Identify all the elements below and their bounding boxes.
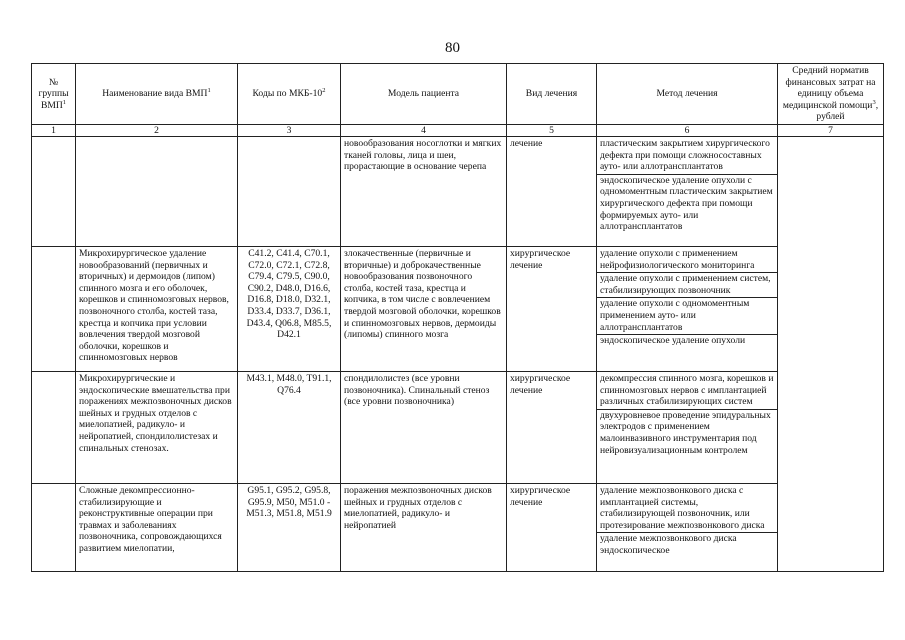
group-number-cell	[32, 483, 76, 571]
patient-model-cell: новообразования носоглотки и мягких тканей головы, лица и шеи, прорастающие в основание черепа	[341, 136, 507, 246]
table-row	[32, 371, 884, 483]
treatment-type-cell: лечение	[507, 136, 597, 246]
treatment-method-cell	[597, 136, 778, 246]
treatment-method-cell	[597, 371, 778, 483]
page-number: 80	[445, 40, 460, 56]
table-row	[32, 483, 884, 571]
icd-codes-cell: G95.1, G95.2, G95.8, G95.9, M50, M51.0 - M51.3, M51.8, M51.9	[238, 483, 341, 571]
treatment-method-cell	[597, 483, 778, 571]
header-icd-codes: Коды по МКБ-$10^2$	[238, 64, 341, 125]
group-number-cell	[32, 136, 76, 246]
column-number: 6	[597, 124, 778, 136]
vmp-name-cell	[76, 136, 238, 246]
column-number: 3	[238, 124, 341, 136]
header-group-number: № группы ВМП$^1$	[32, 64, 76, 125]
header-cost-norm: Средний норматив финансовых затрат на единицу объема медицинской помощи$^3$, рублей	[778, 64, 884, 125]
table-row	[32, 246, 884, 371]
treatment-type-cell: хирургическое лечение	[507, 246, 597, 371]
method-item: двухуровневое проведение эпидуральных электродов с применением малоинвазивного инструментария под нейровизуализационным контролем	[600, 409, 771, 456]
method-item: декомпрессия спинного мозга, корешков и спинномозговых нервов с имплантацией различных стабилизирующих систем	[597, 373, 777, 410]
header-treatment-type: Вид лечения	[507, 64, 597, 125]
column-number: 7	[778, 124, 884, 136]
column-number: 2	[76, 124, 238, 136]
method-item: удаление опухоли с одномоментным применением ауто- или аллотрансплантатов	[597, 298, 777, 335]
column-number-row	[32, 124, 884, 136]
icd-codes-cell: C41.2, C41.4, C70.1, C72.0, C72.1, C72.8, C79.4, C79.5, C90.0, C90.2, D48.0, D16.6, D16.8, D18.0, D32.1, D33.4, D33.7, D36.1, D43.4, Q06.8, M85.5, D42.1	[238, 246, 341, 371]
treatment-type-cell: хирургическое лечение	[507, 371, 597, 483]
column-number: 1	[32, 124, 76, 136]
vmp-name-cell: Сложные декомпрессионно-стабилизирующие и реконструктивные операции при травмах и заболеваниях позвоночника, сопровождающихся развитием миелопатии,	[76, 483, 238, 571]
column-number: 5	[507, 124, 597, 136]
header-row	[32, 64, 884, 125]
method-item: удаление опухоли с применением нейрофизиологического мониторинга	[597, 248, 777, 273]
header-treatment-method: Метод лечения	[597, 64, 778, 125]
group-number-cell	[32, 371, 76, 483]
vmp-table	[31, 63, 884, 572]
method-item: удаление опухоли с применением систем, стабилизирующих позвоночник	[597, 273, 777, 298]
method-item: эндоскопическое удаление опухоли с одномоментным пластическим закрытием хирургического дефекта при помощи формируемых ауто- или аллотрансплантатов	[600, 174, 773, 233]
treatment-method-cell	[597, 246, 778, 371]
method-item: удаление межпозвонкового диска с имплантацией системы, стабилизирующей позвоночник, или протезирование межпозвонкового диска	[597, 485, 777, 533]
group-number-cell	[32, 246, 76, 371]
table-row	[32, 136, 884, 246]
header-vmp-name: Наименование вида ВМП$^1$	[76, 64, 238, 125]
vmp-name-cell: Микрохирургические и эндоскопические вмешательства при поражениях межпозвоночных дисков шейных и грудных отделов с миелопатией, радикуло- и нейропатией, спондилолистезах и спинальных стенозах.	[76, 371, 238, 483]
cost-norm-cell	[778, 136, 884, 571]
patient-model-cell: поражения межпозвоночных дисков шейных и грудных отделов с миелопатией, радикуло- и нейропатией	[341, 483, 507, 571]
method-item: пластическим закрытием хирургического дефекта при помощи сложносоставных ауто- или аллотрансплантатов	[597, 138, 777, 175]
column-number: 4	[341, 124, 507, 136]
patient-model-cell: спондилолистез (все уровни позвоночника). Спинальный стеноз (все уровни позвоночника)	[341, 371, 507, 483]
patient-model-cell: злокачественные (первичные и вторичные) и доброкачественные новообразования позвоночного столба, костей таза, крестца и копчика, в том числе с вовлечением твердой мозговой оболочки, корешков и спинномозговых нервов, дермоиды (липомы) спинного мозга	[341, 246, 507, 371]
treatment-type-cell: хирургическое лечение	[507, 483, 597, 571]
icd-codes-cell: M43.1, M48.0, T91.1, Q76.4	[238, 371, 341, 483]
icd-codes-cell	[238, 136, 341, 246]
method-item: удаление межпозвонкового диска эндоскопическое	[600, 533, 737, 556]
method-item: эндоскопическое удаление опухоли	[600, 335, 746, 347]
header-patient-model: Модель пациента	[341, 64, 507, 125]
vmp-name-cell: Микрохирургическое удаление новообразований (первичных и вторичных) и дермоидов (липом) спинного мозга и его оболочек, корешков и спинномозговых нервов, позвоночного столба, костей таза, крестца и копчика при условии вовлечения твердой мозговой оболочки, корешков и спинномозговых нервов	[76, 246, 238, 371]
